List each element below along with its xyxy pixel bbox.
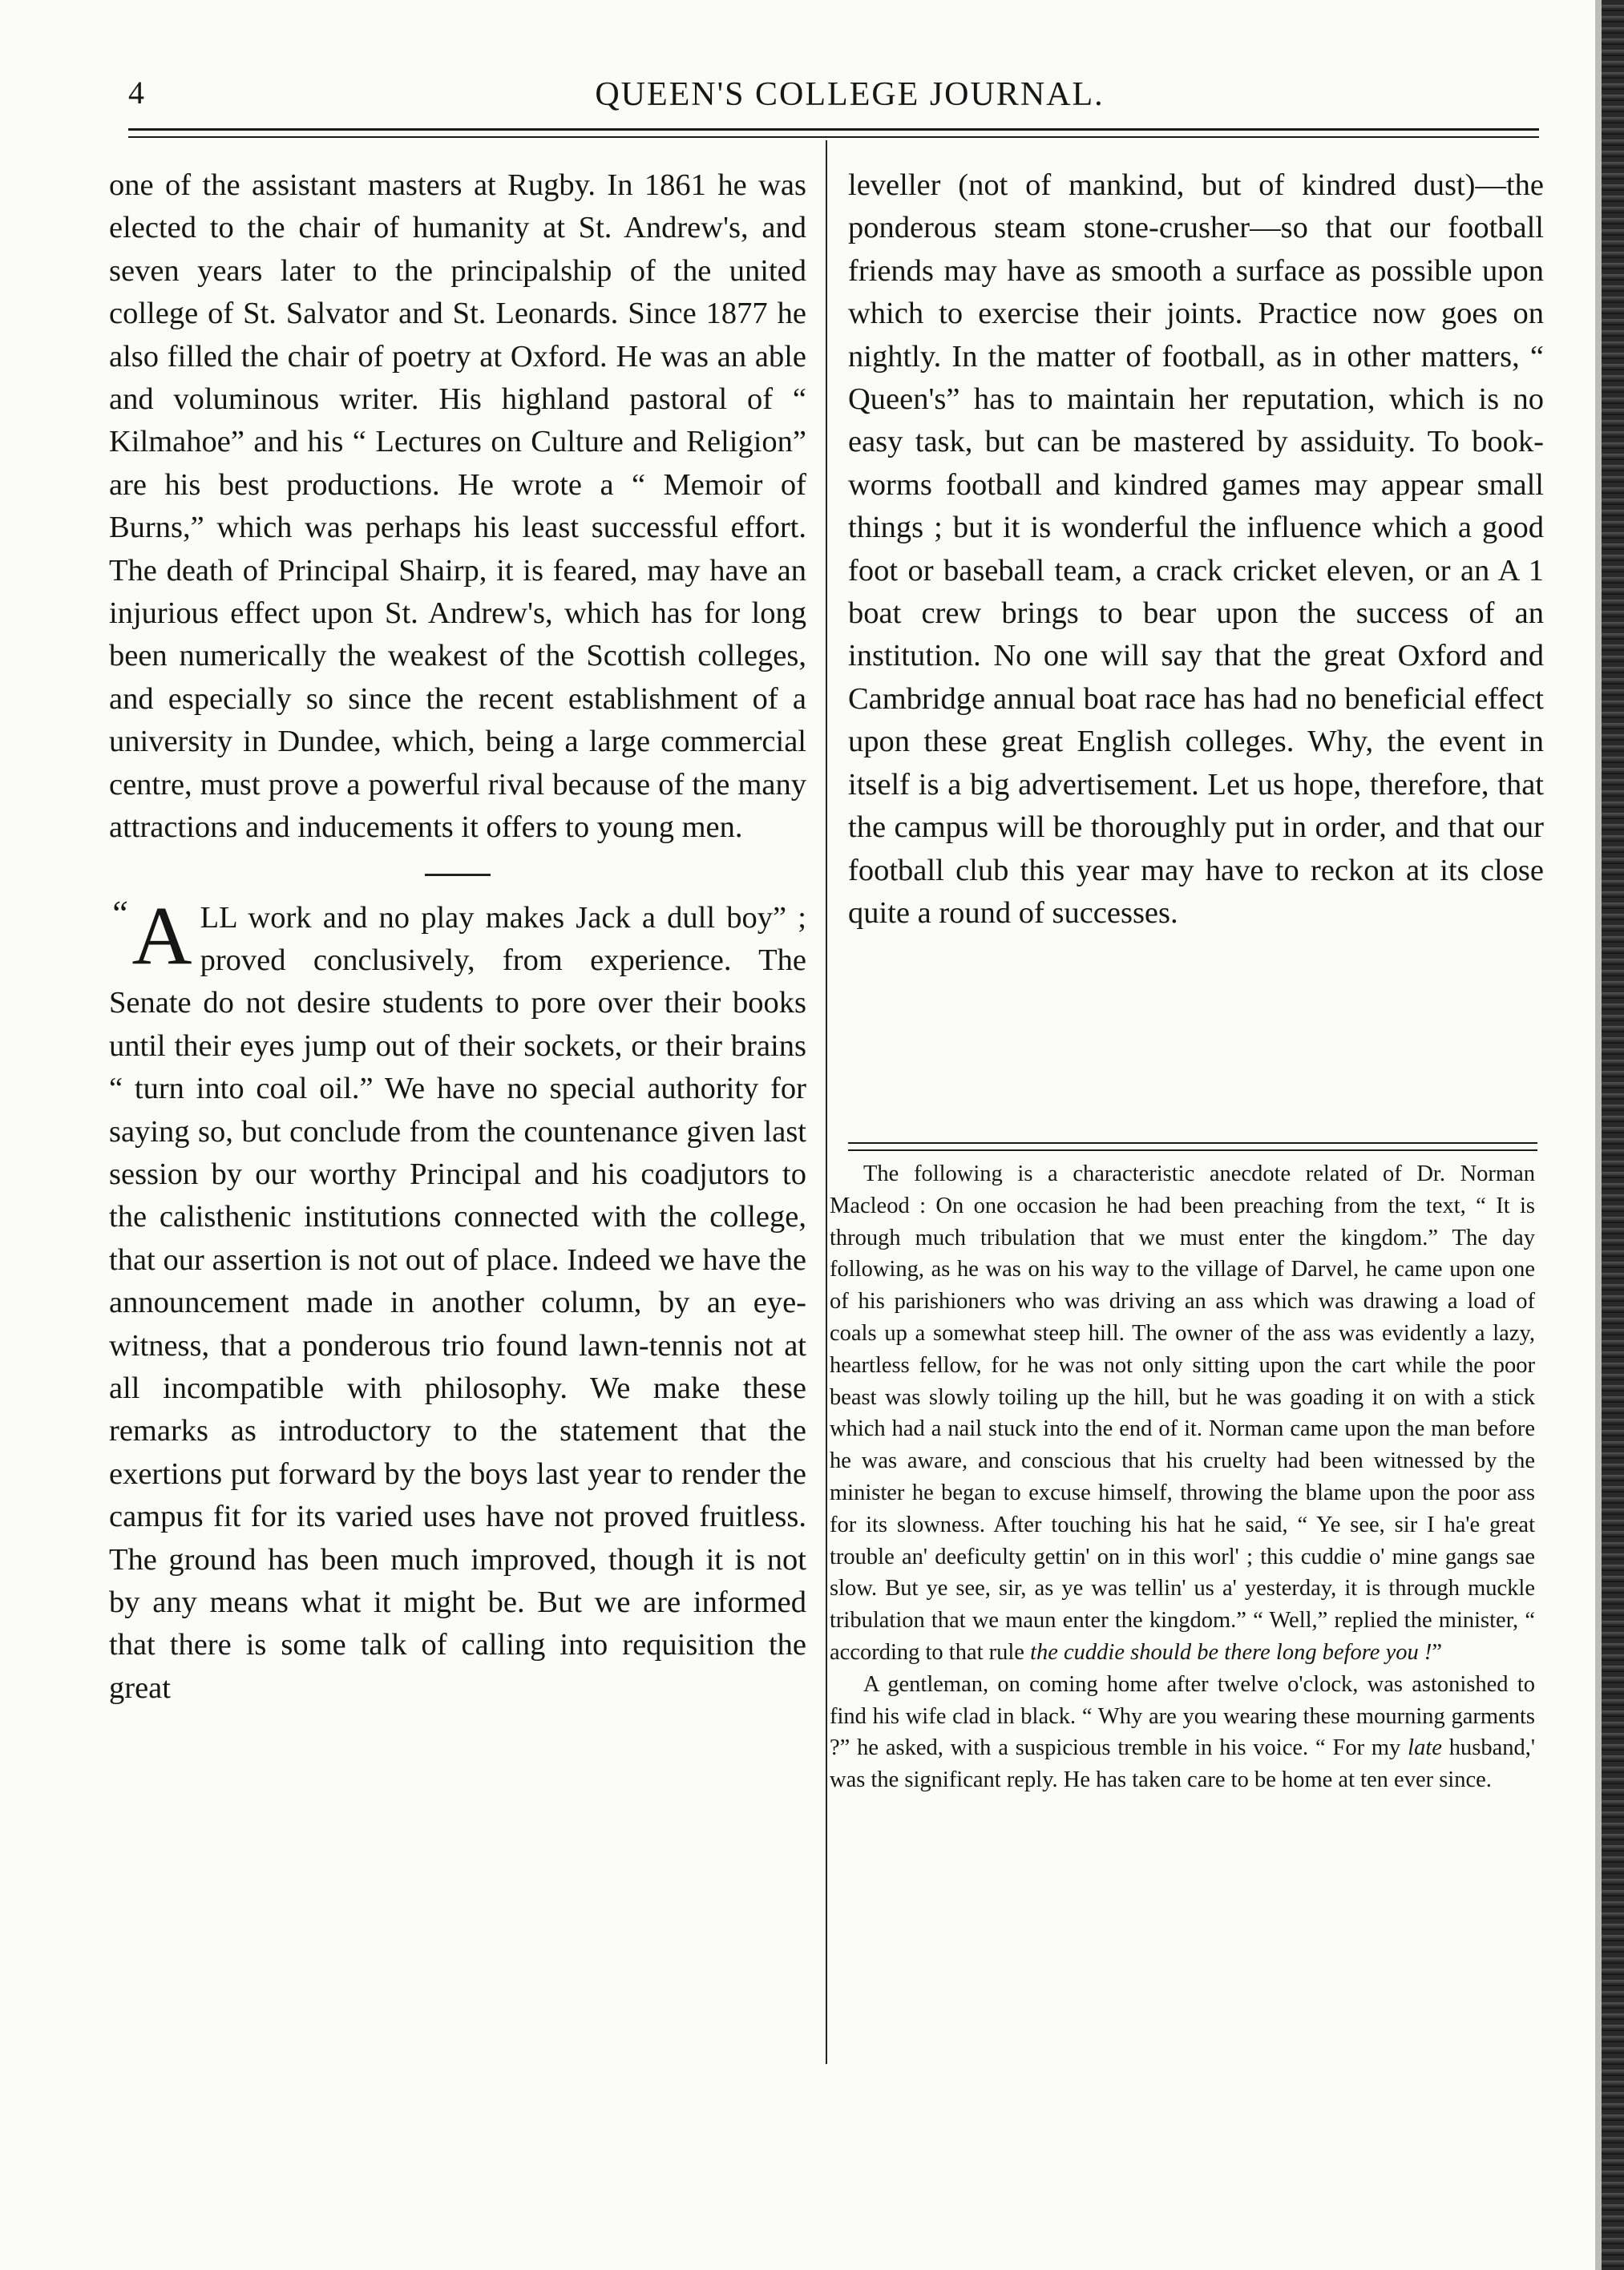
- anecdote-rule: [848, 1142, 1537, 1144]
- right-column: [848, 164, 1544, 935]
- header-rule-thin: [128, 136, 1539, 138]
- anecdote-rule-thin: [848, 1149, 1537, 1151]
- football-paragraph: leveller (not of mankind, but of kindred dust)—the ponderous steam stone-crusher—so that our football friends may have as smooth a surface as possible upon which to exercise their joints. Practice now goes on nightly. In the matter of football, as in other matters, “ Queen's” has to maintain her reputation, which is no easy task, but can be mastered by assiduity. To book-worms football and kindred games may appear small things ; but it is wonderful the influence which a good foot or baseball team, a crack cricket eleven, or an A 1 boat crew brings to bear upon the success of an institution. No one will say that the great Oxford and Cambridge annual boat race has had no beneficial effect upon these great English colleges. Why, the event in itself is a big advertisement. Let us hope, therefore, that the campus will be thoroughly put in order, and that our football club this year may have to reckon at its close quite a round of successes.: [848, 168, 1544, 930]
- macleod-anecdote-italic: the cuddie should be there long before you !: [1030, 1639, 1432, 1665]
- mourning-anecdote-italic: late: [1408, 1735, 1442, 1761]
- header-rule: [128, 128, 1539, 131]
- journal-title: QUEEN'S COLLEGE JOURNAL.: [595, 76, 1105, 113]
- mourning-anecdote: [830, 1669, 1535, 1796]
- column-divider: [826, 140, 827, 2064]
- shairp-paragraph: one of the assistant masters at Rugby. In 1861 he was elected to the chair of humanity at St. Andrew's, and seven years later to the principalship of the united college of St. Salvator and St. Leonards. Since 1877 he also filled the chair of poetry at Oxford. He was an able and voluminous writer. His highland pastoral of “ Kilmahoe” and his “ Lectures on Culture and Religion” are his best productions. He wrote a “ Memoir of Burns,” which was perhaps his least successful effort. The death of Principal Shairp, it is feared, may have an injurious effect upon St. Andrew's, which has for long been numerically the weakest of the Scottish colleges, and especially so since the recent establishment of a university in Dundee, which, being a large commercial centre, must prove a powerful rival because of the many attractions and inducements it offers to young men.: [109, 168, 806, 845]
- scan-edge: [1602, 0, 1624, 2270]
- section-separator: [425, 874, 491, 876]
- mourning-anecdote-text: A gentleman, on coming home after twelve o'clock, was astonished to find his wife clad in black. “ Why are you wearing these mourning garments ?” he asked, with a suspicious tremble in his voice. “ For my: [830, 1671, 1535, 1761]
- macleod-anecdote-end: ”: [1432, 1639, 1442, 1665]
- page-number: 4: [128, 75, 144, 111]
- macleod-anecdote: [830, 1158, 1535, 1669]
- anecdotes-section: [830, 1158, 1535, 1796]
- macleod-anecdote-text: The following is a characteristic anecdote related of Dr. Norman Macleod : On one occasion he had been preaching from the text, “ It is through much tribulation that we must enter the kingdom.” The day following, as he was on his way to the village of Darvel, he came upon one of his parishioners who was driving an ass which was drawing a load of coals up a somewhat steep hill. The owner of the ass was evidently a lazy, heartless fellow, for he was not only sitting upon the cart while the poor beast was slowly toiling up the hill, but he was goading it on with a stick which had a nail stuck into the end of it. Norman came upon the man before he was aware, and conscious that his cruelty had been witnessed by the minister he began to excuse himself, throwing the blame upon the poor ass for its slowness. After touching his hat he said, “ Ye see, sir I ha'e great trouble an' deeficulty gettin' on in this worl' ; this cuddie o' mine gangs sae slow. But ye see, sir, as ye was tellin' us a' yesterday, it is through muckle tribulation that we maun enter the kingdom.” “ Well,” replied the minister, “ according to that rule: [830, 1161, 1535, 1665]
- campus-paragraph: [109, 889, 806, 1711]
- mourning-anecdote-end: husband,' was the significant reply. He has taken care to be home at ten ever since.: [830, 1735, 1536, 1793]
- dropcap-letter: A: [131, 889, 192, 982]
- left-column: [109, 164, 806, 1710]
- dropcap-open-quote: “: [109, 893, 129, 933]
- scan-edge-shadow: [1595, 0, 1602, 2270]
- campus-paragraph-text: LL work and no play makes Jack a dull boy” ; proved conclusively, from experience. The Senate do not desire students to pore over their books until their eyes jump out of their sockets, or their brains “ turn into coal oil.” We have no special authority for saying so, but conclude from the countenance given last session by our worthy Principal and his coadjutors to the calisthenic institutions connected with the college, that our assertion is not out of place. Indeed we have the announcement made in another column, by an eye-witness, that a ponderous trio found lawn-tennis not at all incompatible with philosophy. We make these remarks as introductory to the statement that the exertions put forward by the boys last year to render the campus fit for its varied uses have not proved fruitless. The ground has been much improved, though it is not by any means what it might be. But we are informed that there is some talk of calling into requisition the great: [109, 900, 806, 1705]
